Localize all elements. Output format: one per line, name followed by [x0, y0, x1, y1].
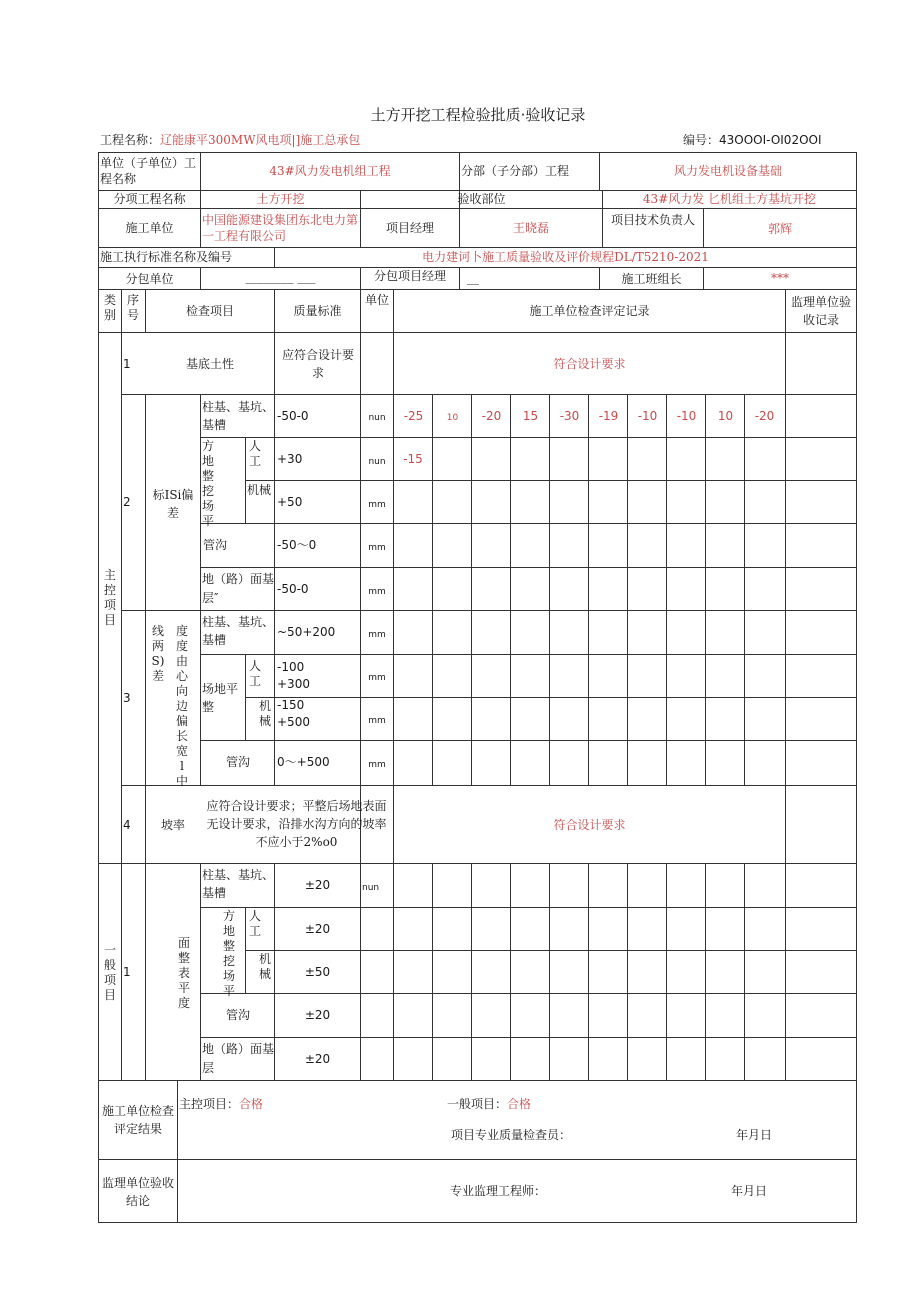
- tech-value: 郭辉: [767, 222, 792, 236]
- general-group: 面整表平度: [177, 936, 190, 1010]
- pit-measure-value: -30: [559, 409, 580, 423]
- header-category: 类别: [103, 293, 116, 322]
- pit-measure-value: -19: [598, 409, 619, 423]
- pit-measure-value: -10: [676, 409, 697, 423]
- pit-measure-value: 10: [717, 409, 734, 423]
- main-r3-manual-name: 人工: [248, 659, 261, 688]
- main-r2-machine-name: 机械: [247, 483, 272, 497]
- main-r2-trench-std: -50～0: [277, 538, 317, 552]
- general-base-std: ±20: [304, 1052, 331, 1066]
- conclusion-general-value: 合格: [507, 1097, 532, 1111]
- conclusion-date: 年月日: [736, 1128, 773, 1142]
- header-unit: 单位: [364, 293, 389, 307]
- main-r3-manual-unit: mm: [368, 673, 386, 683]
- main-r2-base-std: -50-0: [277, 582, 309, 596]
- accept-value: 43#风力发 匕机组土方基坑开挖: [642, 192, 817, 206]
- project-value: 辽能康平300MW风电项|]施工总承包: [160, 133, 361, 147]
- main-r2-machine-std: +50: [277, 495, 303, 509]
- constructor-label: 施工单位: [125, 221, 174, 235]
- supervision-date: 年月日: [731, 1184, 768, 1198]
- main-r3-trench-std: 0～+500: [277, 755, 330, 769]
- general-pit-std: ±20: [304, 878, 331, 892]
- main-r4-standard-2: 无设计要求，沿排水沟方向的坡率: [206, 817, 387, 831]
- tech-label: 项目技术负责人: [610, 213, 695, 227]
- main-r2-manual-name: 人工: [248, 439, 261, 468]
- main-r2-machine-unit: mm: [368, 500, 386, 510]
- general-machine-name: 机械: [258, 952, 271, 981]
- header-standard: 质量标准: [293, 304, 342, 318]
- main-r2-trench-name: 管沟: [203, 538, 228, 552]
- subitem-label: 分项工程名称: [113, 192, 186, 206]
- page-title: 土方开挖工程检验批质·验收记录: [370, 106, 586, 124]
- team-value: ***: [771, 271, 789, 285]
- conclusion-main-label: 主控项目：: [179, 1097, 240, 1111]
- conclusion-main-value: 合格: [239, 1097, 264, 1111]
- main-r4-item: 坡率: [160, 818, 185, 832]
- constructor-value: 中国能源建设集团东北电力第一工程有限公司: [202, 213, 359, 243]
- pit-measure-value: -10: [637, 409, 658, 423]
- conclusion-general-label: 一般项目：: [447, 1097, 508, 1111]
- main-r2-group: 标ISi偏差: [152, 488, 194, 520]
- main-r3-machine-unit: mm: [368, 716, 386, 726]
- main-r2-base-name: 地（路）面基层″: [202, 572, 275, 605]
- sub-pm-value: __: [467, 271, 479, 285]
- conclusion-main: [179, 1096, 263, 1113]
- main-r1-standard: 应符合设计要求: [281, 348, 354, 380]
- general-base-name: 地（路）面基层: [202, 1042, 275, 1075]
- project-label: 工程名称：: [100, 133, 161, 147]
- main-r2-pit-name: 柱基、基坑、基槽: [202, 400, 275, 432]
- header-item: 检查项目: [185, 304, 234, 318]
- main-r3-trench-unit: mm: [368, 760, 386, 770]
- main-r2-manual-unit: nun: [368, 457, 386, 467]
- general-seq: 1: [123, 965, 131, 979]
- main-r4-standard-3: 不应小于2%o0: [255, 835, 338, 849]
- conclusion-general: [447, 1096, 531, 1113]
- main-r2-pit-std: -50-0: [277, 409, 309, 423]
- main-r2-manual-std: +30: [277, 452, 303, 466]
- division-value: 风力发电机设备基础: [673, 164, 782, 178]
- main-r3-seq: 3: [123, 691, 131, 705]
- main-r2-pit-unit: nun: [368, 413, 386, 423]
- pit-measure-value: -25: [403, 409, 424, 423]
- accept-label: 验收部位: [457, 192, 506, 206]
- main-r3-group-b: 度度由心向边偏长宽l中: [175, 624, 188, 788]
- main-r2-seq: 2: [123, 495, 131, 509]
- unit-value: 43#风力发电机组工程: [269, 164, 391, 178]
- main-r3-pit-unit: mm: [368, 630, 386, 640]
- pit-measure-value: 15: [522, 409, 539, 423]
- main-r4-result: 符合设计要求: [553, 818, 626, 832]
- header-seq: 序号: [126, 293, 139, 322]
- general-site: 方地整挖场平: [222, 909, 235, 998]
- unit-label: 单位（子单位）工程名称: [100, 156, 197, 186]
- general-pit-name: 柱基、基坑、基槽: [202, 868, 275, 900]
- header-supervisor: 监理单位验收记录: [790, 295, 851, 327]
- pit-measure-value: -20: [754, 409, 775, 423]
- general-trench-std: ±20: [304, 1008, 331, 1022]
- main-r1-item: 基底土性: [185, 357, 234, 371]
- supervision-label: 监理单位验收结论: [101, 1176, 174, 1208]
- standard-value: 电力建诃卜施工质量验收及评价规程DL/T5210-2021: [422, 250, 709, 264]
- main-r3-pit-std: ~50+200: [277, 625, 336, 639]
- supervision-engineer: 专业监理工程师：: [450, 1184, 547, 1198]
- conclusion-label: 施工单位检查评定结果: [101, 1104, 174, 1136]
- main-r3-machine-std1: -150: [277, 698, 305, 712]
- code-label: 编号：: [683, 133, 720, 147]
- main-r1-seq: 1: [123, 357, 131, 371]
- team-label: 施工班组长: [621, 272, 682, 286]
- subcontract-value: ________ ___: [245, 270, 316, 284]
- main-r4-seq: 4: [123, 818, 131, 832]
- subcontract-label: 分包单位: [125, 272, 174, 286]
- main-r3-pit-name: 柱基、基坑、基槽: [202, 615, 275, 647]
- general-manual-name: 人工: [248, 909, 261, 938]
- main-r4-standard-1: 应符合设计要求；平整后场地表面: [206, 799, 387, 813]
- general-category-label: 一般项目: [103, 943, 116, 1002]
- main-r2-base-unit: mm: [368, 587, 386, 597]
- main-r2-manual-value: -15: [403, 452, 423, 466]
- sub-pm-label: 分包项目经理: [373, 269, 446, 283]
- general-manual-std: ±20: [304, 922, 331, 936]
- pit-measure-value: 10: [446, 413, 459, 423]
- main-r2-trench-unit: mm: [368, 543, 386, 553]
- pm-label: 项目经理: [385, 221, 434, 235]
- main-r3-trench-name: 管沟: [226, 755, 251, 769]
- pm-value: 王晓磊: [512, 221, 549, 235]
- pit-measure-value: -20: [481, 409, 502, 423]
- main-r3-site: 场地平整: [202, 682, 239, 714]
- subitem-value: 土方开挖: [256, 192, 305, 206]
- main-r3-manual-std2: +300: [277, 677, 310, 691]
- main-r3-machine-std2: +500: [277, 715, 310, 729]
- main-r1-result: 符合设计要求: [553, 357, 626, 371]
- code-value: 43OOOI-OI02OOI: [719, 133, 822, 147]
- general-machine-std: ±50: [304, 965, 331, 979]
- general-pit-unit: nun: [362, 883, 380, 893]
- main-r3-group-a: 线两S)差: [151, 624, 165, 683]
- conclusion-inspector: 项目专业质量检查员：: [451, 1128, 572, 1142]
- standard-label: 施工执行标准名称及编号: [100, 250, 233, 264]
- main-r3-manual-std1: -100: [277, 660, 305, 674]
- main-r3-machine-name: 机械: [258, 699, 271, 728]
- header-record: 施工单位检查评定记录: [529, 304, 650, 318]
- division-label: 分部（子分部）工程: [460, 164, 569, 178]
- general-trench-name: 管沟: [226, 1008, 251, 1022]
- main-category-label: 主控项目: [103, 568, 116, 627]
- main-r2-site: 方地整挖场平: [201, 439, 214, 528]
